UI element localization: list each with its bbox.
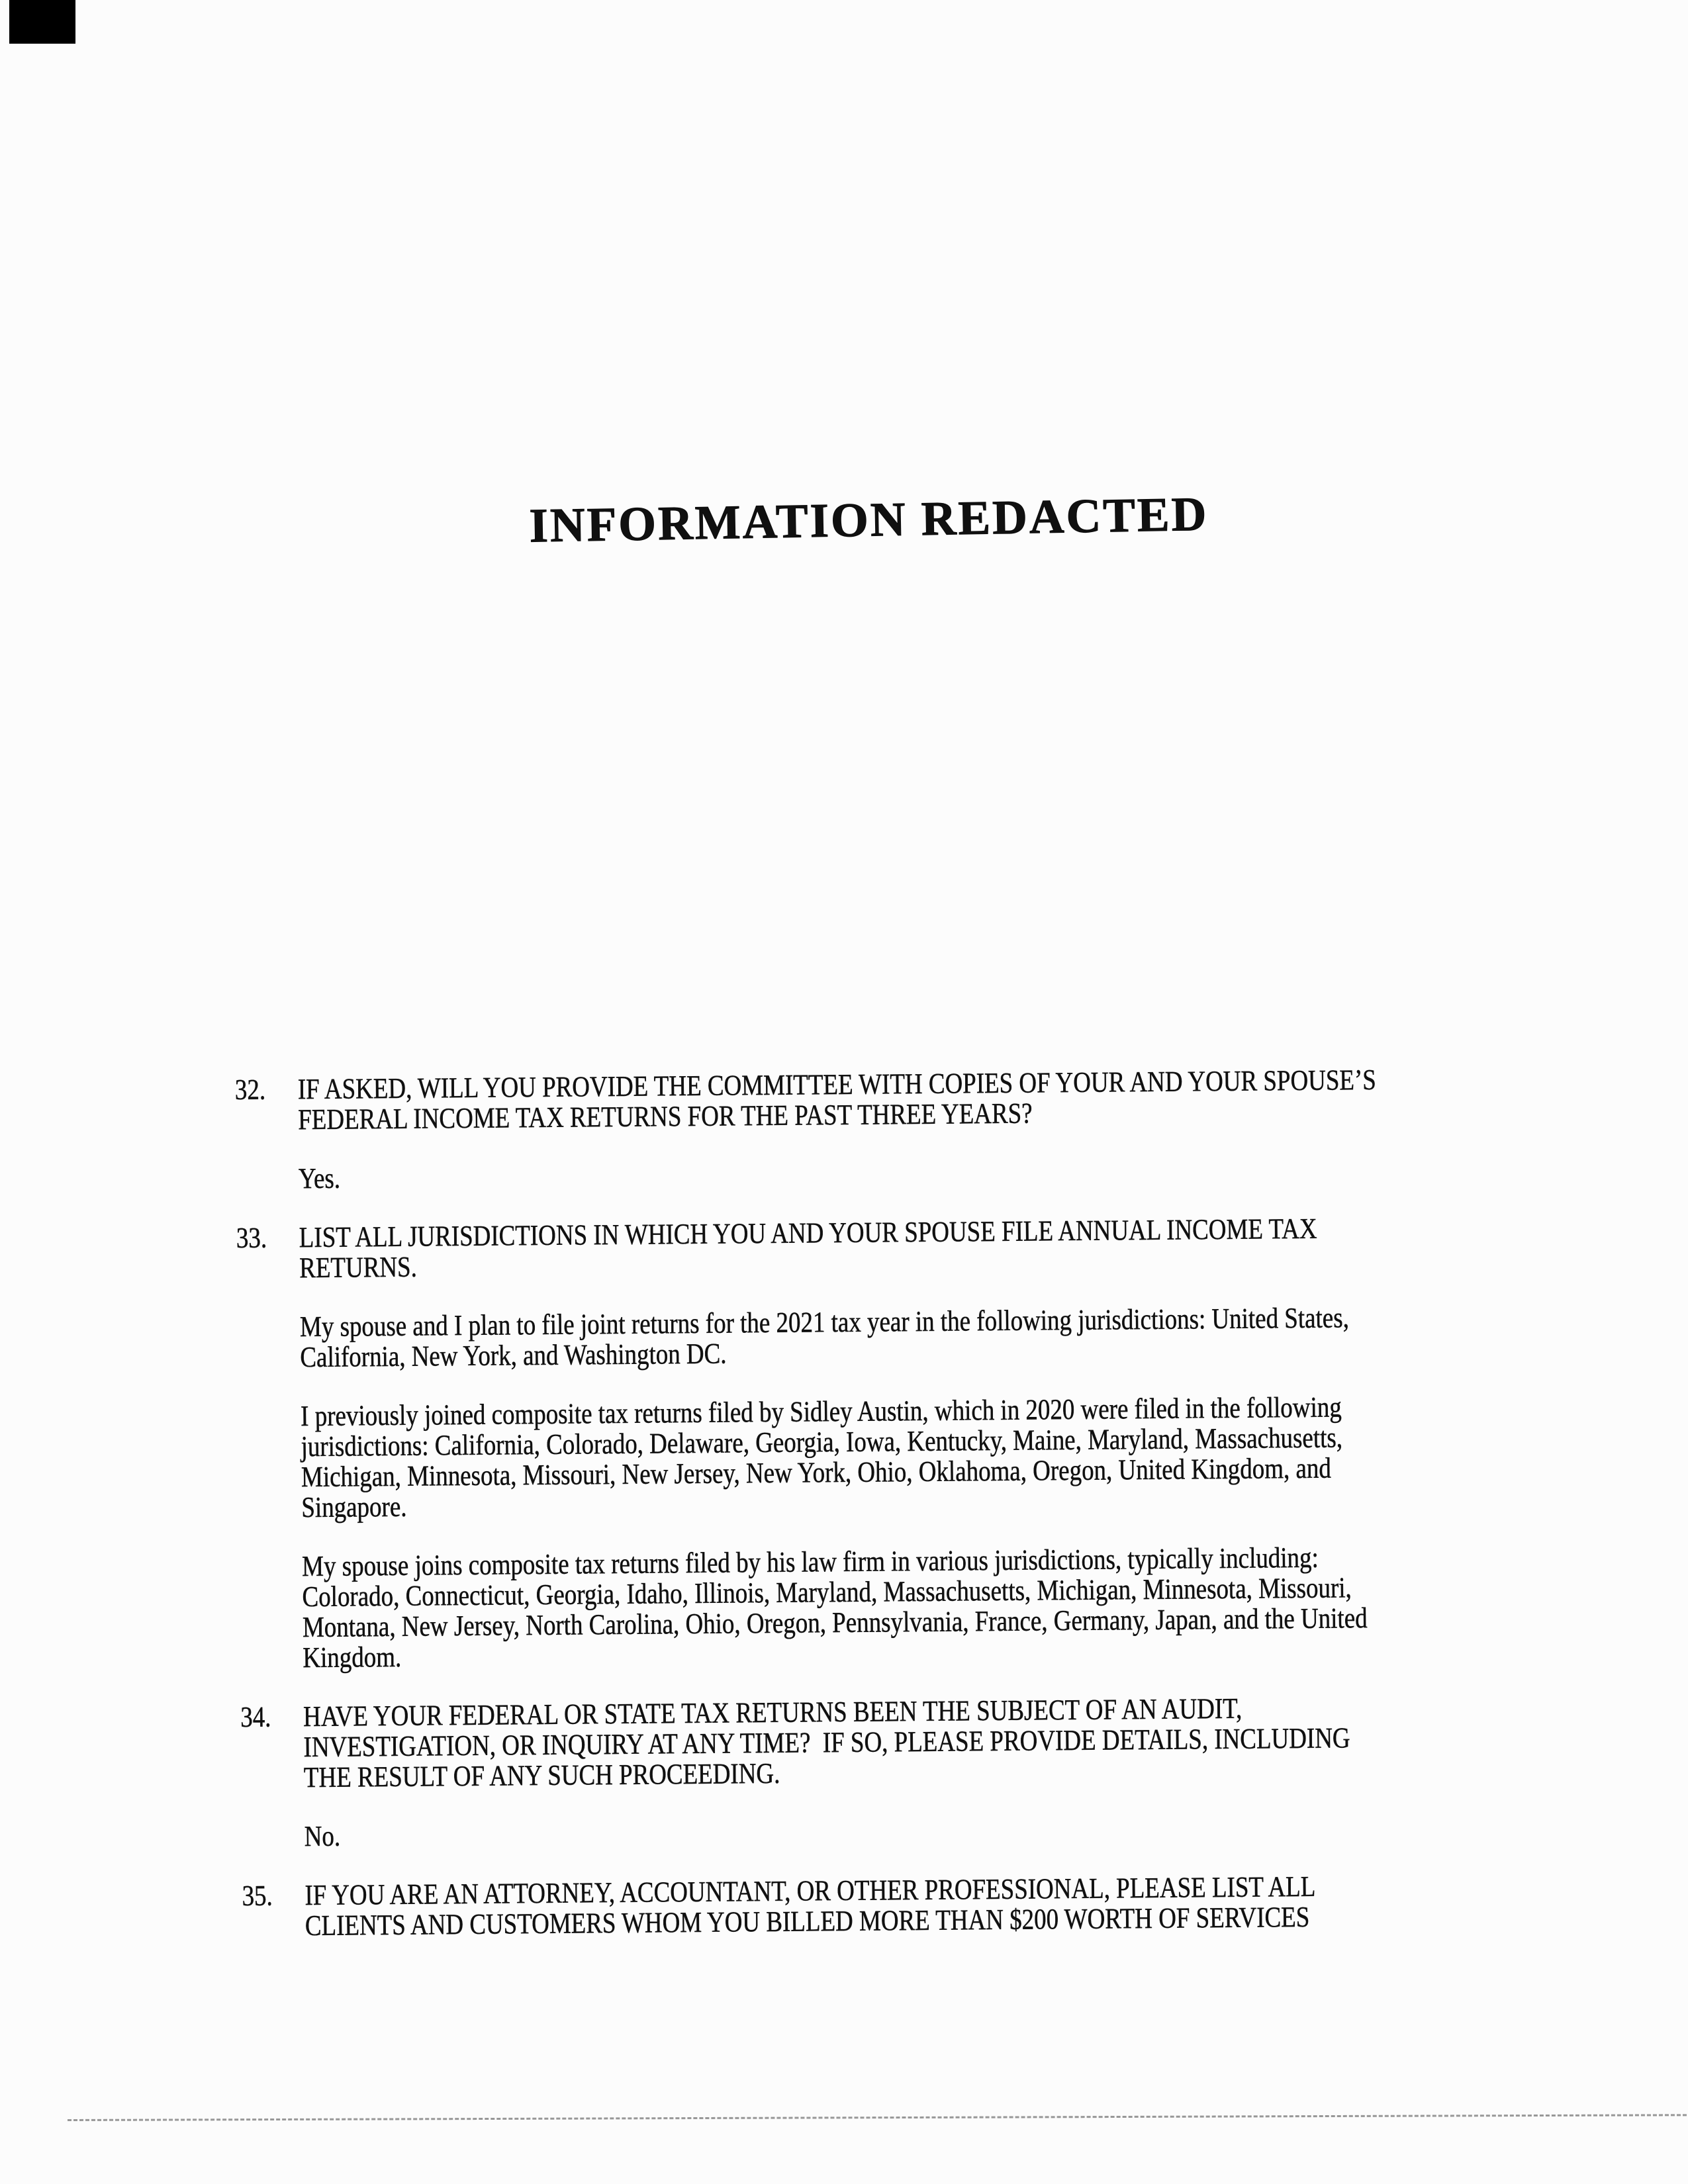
question-item-35 <box>242 1869 1577 1942</box>
question-item-32 <box>235 1063 1571 1195</box>
question-row <box>236 1211 1571 1284</box>
answer-text: Yes. <box>298 1161 341 1195</box>
answer-paragraph: My spouse joins composite tax returns filed by his law firm in various jurisdictions, typically including: Colorado, Connecticut, Georgia, Idaho, Illinois, Maryland, Massachusetts, Michigan, Minnesota, Missouri, Montana, New Jersey, North Carolina, Ohio, Oregon, Pennsylvania, France, Germany, Japan, and the United Kingdom. <box>301 1541 1368 1674</box>
question-item-34 <box>240 1690 1576 1852</box>
question-number: 33. <box>236 1221 267 1255</box>
question-row <box>235 1063 1570 1136</box>
question-text: HAVE YOUR FEDERAL OR STATE TAX RETURNS BEEN THE SUBJECT OF AN AUDIT, INVESTIGATION, OR INQUIRY AT ANY TIME? IF SO, PLEASE PROVIDE DETAILS, INCLUDING THE RESULT OF ANY SUCH PROCEEDING. <box>303 1692 1350 1794</box>
question-number: 34. <box>240 1700 271 1733</box>
question-text: LIST ALL JURISDICTIONS IN WHICH YOU AND YOUR SPOUSE FILE ANNUAL INCOME TAX RETURNS. <box>299 1212 1317 1285</box>
question-list <box>235 1063 1577 1970</box>
answer-paragraph: I previously joined composite tax returns filed by Sidley Austin, which in 2020 were filed in the following jurisdictions: California, Colorado, Delaware, Georgia, Iowa, Kentucky, Maine, Maryland, Massachusetts, Michigan, Minnesota, Missouri, New Jersey, New York, Ohio, Oklahoma, Oregon, United Kingdom, and Singapore. <box>300 1390 1343 1524</box>
question-row <box>240 1690 1575 1794</box>
question-number: 32. <box>234 1073 266 1107</box>
question-text: IF ASKED, WILL YOU PROVIDE THE COMMITTEE WITH COPIES OF YOUR AND YOUR SPOUSE’S FEDERAL INCOME TAX RETURNS FOR THE PAST THREE YEARS? <box>297 1063 1377 1136</box>
question-text: IF YOU ARE AN ATTORNEY, ACCOUNTANT, OR OTHER PROFESSIONAL, PLEASE LIST ALL CLIENTS AND CUSTOMERS WHOM YOU BILLED MORE THAN $200 WORTH OF SERVICES <box>305 1870 1316 1942</box>
answer-text: No. <box>304 1819 341 1853</box>
question-row <box>242 1869 1577 1942</box>
question-number: 35. <box>242 1879 273 1912</box>
answer-paragraph: My spouse and I plan to file joint returns for the 2021 tax year in the following jurisdictions: United States, California, New York, and Washington DC. <box>299 1301 1350 1374</box>
question-item-33 <box>236 1211 1575 1674</box>
document-title: INFORMATION REDACTED <box>528 486 1209 553</box>
